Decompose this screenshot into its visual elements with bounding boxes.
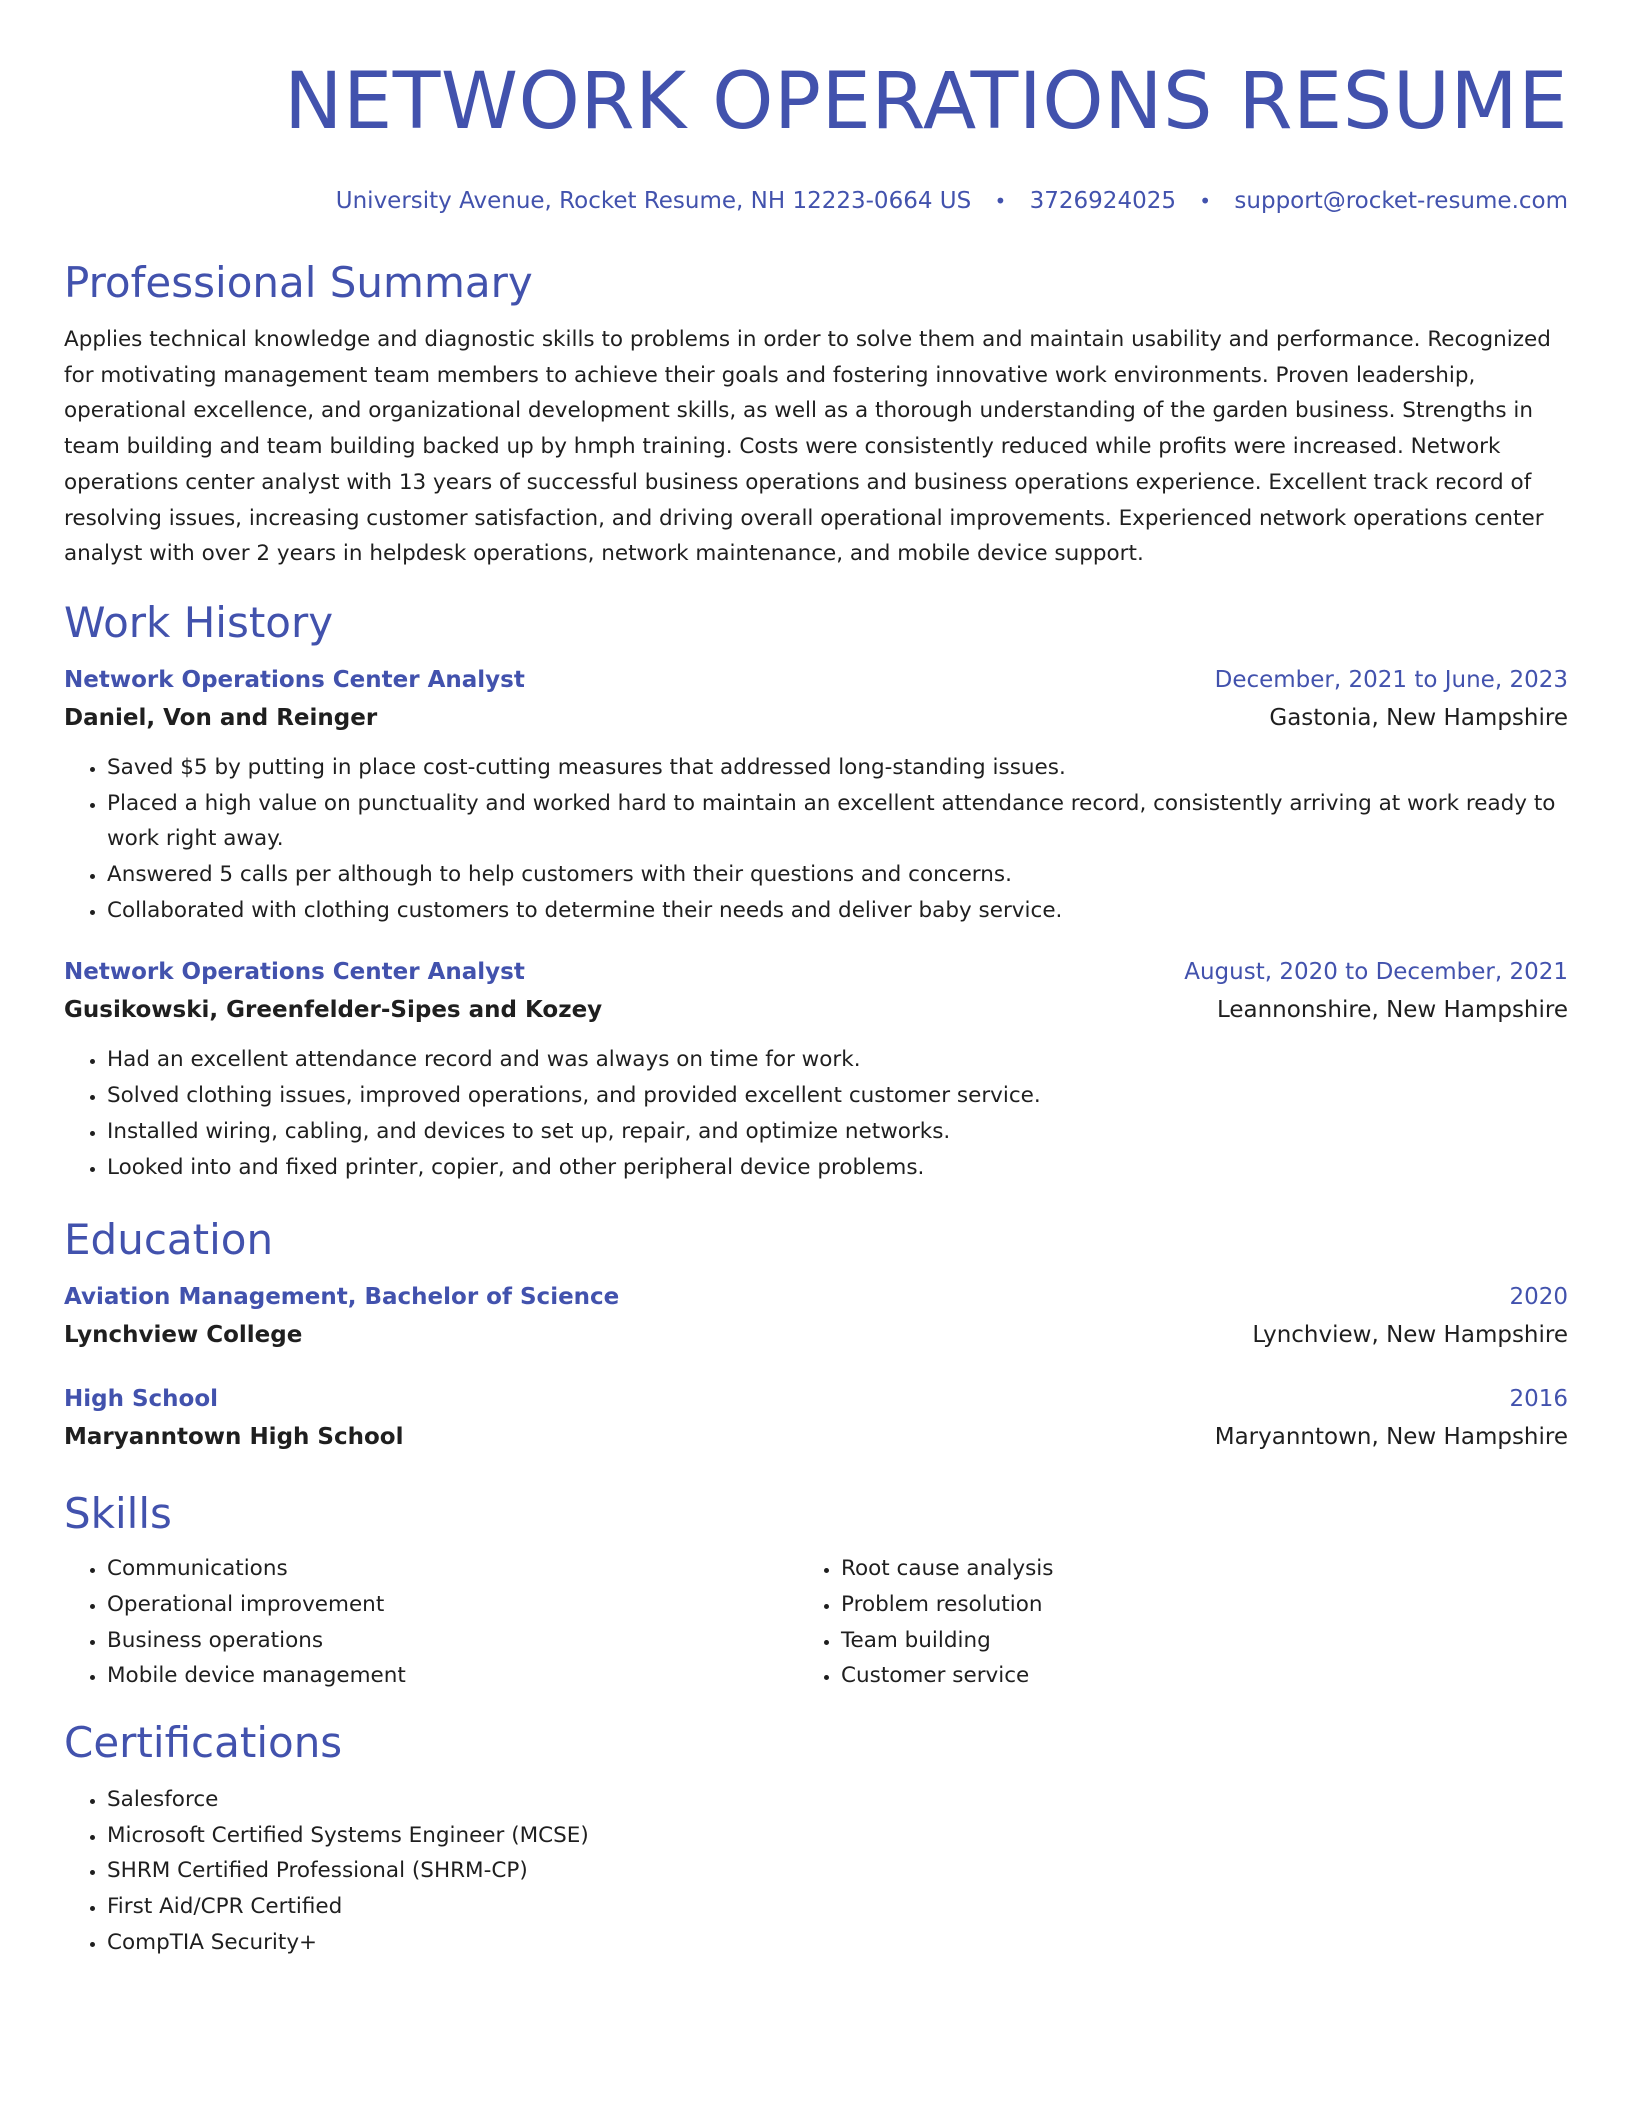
skills-list-right xyxy=(799,1551,1534,1694)
skill-item: • Customer service xyxy=(841,1658,1534,1694)
education-header-row xyxy=(64,1381,1568,1417)
job-role: Network Operations Center Analyst xyxy=(64,666,525,693)
education-entry xyxy=(64,1381,1568,1457)
certification-item: • SHRM Certified Professional (SHRM-CP) xyxy=(107,1853,1568,1889)
contact-phone: 3726924025 xyxy=(1029,188,1176,214)
job-company-row xyxy=(64,698,1568,738)
certifications-list xyxy=(64,1782,1568,1961)
education-school: Maryanntown High School xyxy=(64,1424,404,1451)
skill-item: • Problem resolution xyxy=(841,1587,1534,1623)
job-bullets xyxy=(64,750,1568,929)
education-entry xyxy=(64,1279,1568,1355)
skill-item: • Operational improvement xyxy=(107,1587,799,1623)
job-role: Network Operations Center Analyst xyxy=(64,959,525,986)
education-degree: Aviation Management, Bachelor of Science xyxy=(64,1284,620,1311)
education-school-row xyxy=(64,1315,1568,1355)
job-dates: December, 2021 to June, 2023 xyxy=(1214,666,1568,693)
summary-heading: Professional Summary xyxy=(64,258,533,307)
job-entry xyxy=(64,662,1568,929)
job-entry xyxy=(64,954,1568,1185)
summary-text: Applies technical knowledge and diagnostic skills to problems in order to solve them and maintain usability and performance. Recognized for motivating management team members to achieve their goals and fostering innovative work environments. Proven leadership, operational excellence, and organizational development skills, as well as a thorough understanding of the garden business. Strengths in team building and team building backed up by hmph training. Costs were consistently reduced while profits were increased. Network operations center analyst with 13 years of successful business operations and business operations experience. Excellent track record of resolving issues, increasing customer satisfaction, and driving overall operational improvements. Experienced network operations center analyst with over 2 years in helpdesk operations, network maintenance, and mobile device support. xyxy=(64,327,1551,567)
education-degree: High School xyxy=(64,1386,219,1413)
job-bullet: • Answered 5 calls per although to help customers with their questions and concerns. xyxy=(107,857,1568,893)
certifications-heading: Certifications xyxy=(64,1718,343,1768)
contact-line xyxy=(64,186,1568,216)
job-company: Daniel, Von and Reinger xyxy=(64,704,378,731)
job-company-row xyxy=(64,990,1568,1030)
skills-grid xyxy=(64,1551,1568,1694)
skill-item: • Business operations xyxy=(107,1623,799,1659)
resume-title: NETWORK OPERATIONS RESUME xyxy=(284,57,1568,147)
education-location: Lynchview, New Hampshire xyxy=(1252,1322,1568,1349)
contact-separator: • xyxy=(994,189,1007,213)
skills-heading: Skills xyxy=(64,1489,172,1539)
job-location: Leannonshire, New Hampshire xyxy=(1216,997,1568,1024)
job-bullets xyxy=(64,1042,1568,1185)
job-bullet: • Saved $5 by putting in place cost-cutting measures that addressed long-standing issues. xyxy=(107,750,1568,786)
job-bullet: • Installed wiring, cabling, and devices to set up, repair, and optimize networks. xyxy=(107,1114,1568,1150)
job-header-row xyxy=(64,954,1568,990)
job-bullet: • Solved clothing issues, improved operations, and provided excellent customer service. xyxy=(107,1078,1568,1114)
education-school: Lynchview College xyxy=(64,1322,303,1349)
skill-item: • Team building xyxy=(841,1623,1534,1659)
education-header-row xyxy=(64,1279,1568,1315)
contact-address: University Avenue, Rocket Resume, NH 12223-0664 US xyxy=(335,188,972,214)
work-history-heading: Work History xyxy=(64,597,334,647)
job-company: Gusikowski, Greenfelder-Sipes and Kozey xyxy=(64,997,603,1024)
job-bullet: • Collaborated with clothing customers to determine their needs and deliver baby service. xyxy=(107,893,1568,929)
certification-item: • Salesforce xyxy=(107,1782,1568,1818)
job-dates: August, 2020 to December, 2021 xyxy=(1184,959,1568,986)
contact-separator: • xyxy=(1199,189,1212,213)
skill-item: • Mobile device management xyxy=(107,1658,799,1694)
education-year: 2020 xyxy=(1509,1284,1568,1311)
job-bullet: • Had an excellent attendance record and was always on time for work. xyxy=(107,1042,1568,1078)
job-location: Gastonia, New Hampshire xyxy=(1269,704,1568,731)
certification-item: • CompTIA Security+ xyxy=(107,1925,1568,1961)
education-location: Maryanntown, New Hampshire xyxy=(1214,1424,1568,1451)
certification-item: • Microsoft Certified Systems Engineer (MCSE) xyxy=(107,1818,1568,1854)
certification-item: • First Aid/CPR Certified xyxy=(107,1889,1568,1925)
job-bullet: • Looked into and fixed printer, copier, and other peripheral device problems. xyxy=(107,1150,1568,1186)
education-year: 2016 xyxy=(1509,1386,1568,1413)
skills-list-left xyxy=(64,1551,799,1694)
job-header-row xyxy=(64,662,1568,698)
education-heading: Education xyxy=(64,1215,274,1265)
job-bullet: • Placed a high value on punctuality and worked hard to maintain an excellent attendance record, consistently arriving at work ready to work right away. xyxy=(107,786,1568,857)
contact-email: support@rocket-resume.com xyxy=(1234,188,1568,214)
skill-item: • Communications xyxy=(107,1551,799,1587)
skill-item: • Root cause analysis xyxy=(841,1551,1534,1587)
education-school-row xyxy=(64,1417,1568,1457)
